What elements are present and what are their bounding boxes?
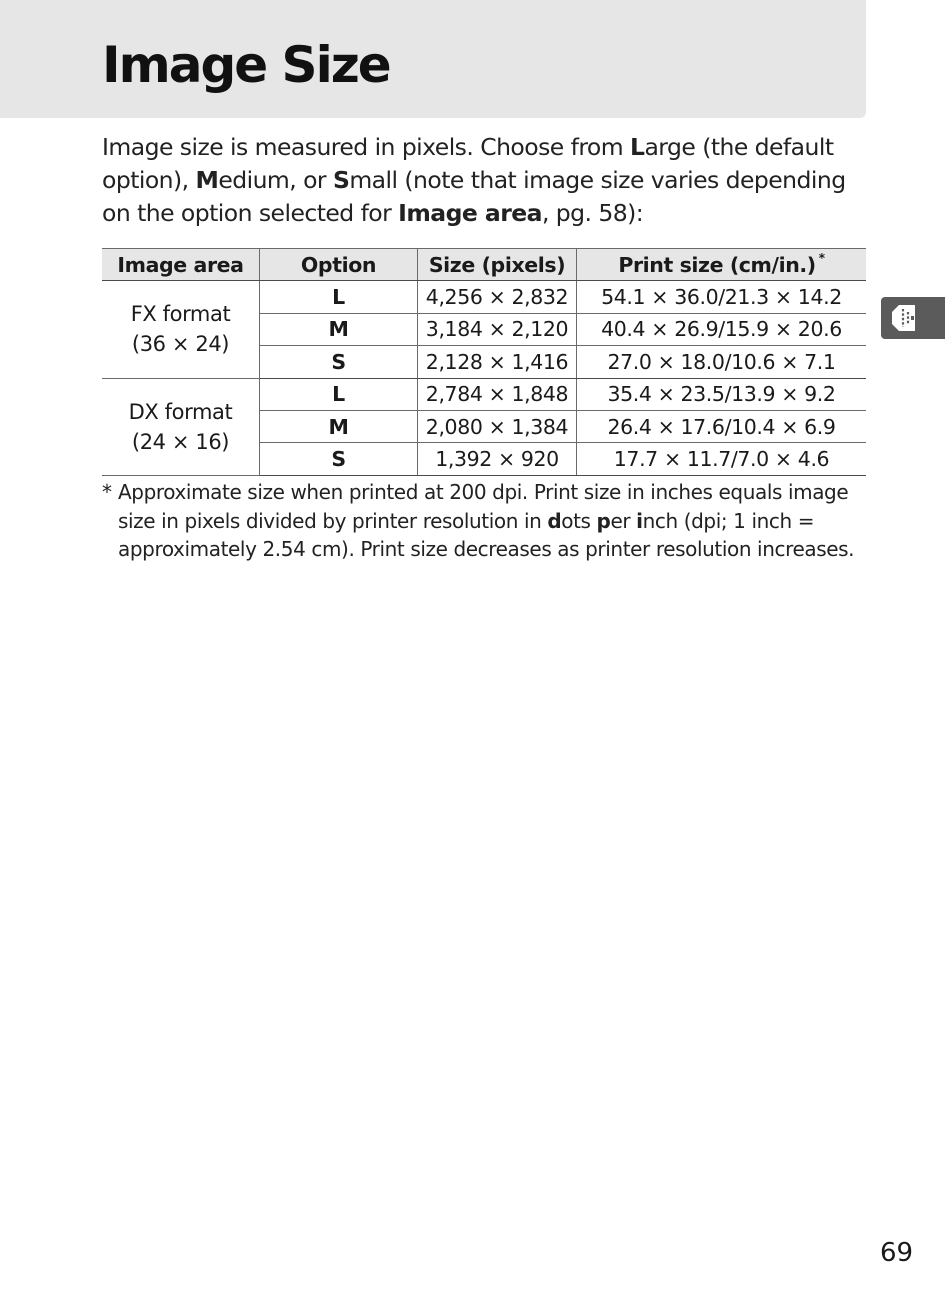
header-size: Size (pixels) — [418, 249, 577, 281]
footnote-text — [118, 478, 872, 564]
header-print-size — [577, 249, 867, 281]
footnote-key: d — [547, 508, 562, 533]
size-cell: 1,392 × 920 — [418, 443, 577, 475]
table-row — [102, 378, 866, 410]
option-cell: M — [260, 410, 418, 442]
page-number: 69 — [880, 1238, 914, 1268]
intro-paragraph — [102, 131, 872, 230]
intro-text: , pg. 58): — [541, 199, 644, 227]
size-cell: 4,256 × 2,832 — [418, 281, 577, 313]
footnote-star: * — [102, 480, 112, 504]
footnote-segment: nch (dpi; 1 inch = approximately 2.54 cm). Print size decreases as printer resolution increases. — [118, 508, 855, 561]
header-option: Option — [260, 249, 418, 281]
intro-text: edium, or — [218, 166, 333, 194]
option-cell: L — [260, 281, 418, 313]
footnote-segment: Approximate size when printed at 200 dpi. Print size in inches equals image size in pixels divided by printer resolution in — [118, 480, 849, 533]
small-key: S — [332, 166, 350, 194]
page-title: Image Size — [102, 36, 390, 94]
image-size-table — [102, 248, 866, 476]
option-cell: M — [260, 313, 418, 345]
footnote-segment: ots — [561, 508, 597, 533]
table-row — [102, 281, 866, 313]
footnote-segment: er — [610, 508, 637, 533]
size-cell: 2,128 × 1,416 — [418, 346, 577, 378]
size-cell: 2,784 × 1,848 — [418, 378, 577, 410]
area-cell-dx — [102, 378, 260, 475]
print-cell: 35.4 × 23.5/13.9 × 9.2 — [577, 378, 867, 410]
table-footnote — [102, 478, 872, 564]
option-cell: L — [260, 378, 418, 410]
area-dims: (36 × 24) — [131, 332, 230, 357]
footnote-mark: * — [818, 250, 825, 265]
size-cell: 3,184 × 2,120 — [418, 313, 577, 345]
print-cell: 26.4 × 17.6/10.4 × 6.9 — [577, 410, 867, 442]
intro-text: Image size is measured in pixels. Choose from — [102, 133, 631, 161]
print-cell: 40.4 × 26.9/15.9 × 20.6 — [577, 313, 867, 345]
option-cell: S — [260, 443, 418, 475]
table-header-row — [102, 249, 866, 281]
option-cell: S — [260, 346, 418, 378]
intro-text: mall (note that image size varies depending on the option selected for — [102, 166, 846, 227]
medium-key: M — [195, 166, 219, 194]
area-name: DX format — [128, 399, 233, 424]
image-area-term: Image area — [398, 199, 542, 227]
intro-text: arge (the default option), — [102, 133, 834, 194]
section-tab — [881, 297, 945, 339]
area-cell-fx — [102, 281, 260, 378]
large-key: L — [630, 133, 645, 161]
print-cell: 54.1 × 36.0/21.3 × 14.2 — [577, 281, 867, 313]
header-image-area: Image area — [102, 249, 260, 281]
print-cell: 27.0 × 18.0/10.6 × 7.1 — [577, 346, 867, 378]
footnote-key: i — [636, 508, 643, 533]
area-dims: (24 × 16) — [131, 429, 230, 454]
header-print-label: Print size (cm/in.) — [618, 252, 816, 277]
footnote-key: p — [596, 508, 611, 533]
size-cell: 2,080 × 1,384 — [418, 410, 577, 442]
shooting-menu-icon — [891, 303, 925, 333]
print-cell: 17.7 × 11.7/7.0 × 4.6 — [577, 443, 867, 475]
area-name: FX format — [130, 302, 231, 327]
